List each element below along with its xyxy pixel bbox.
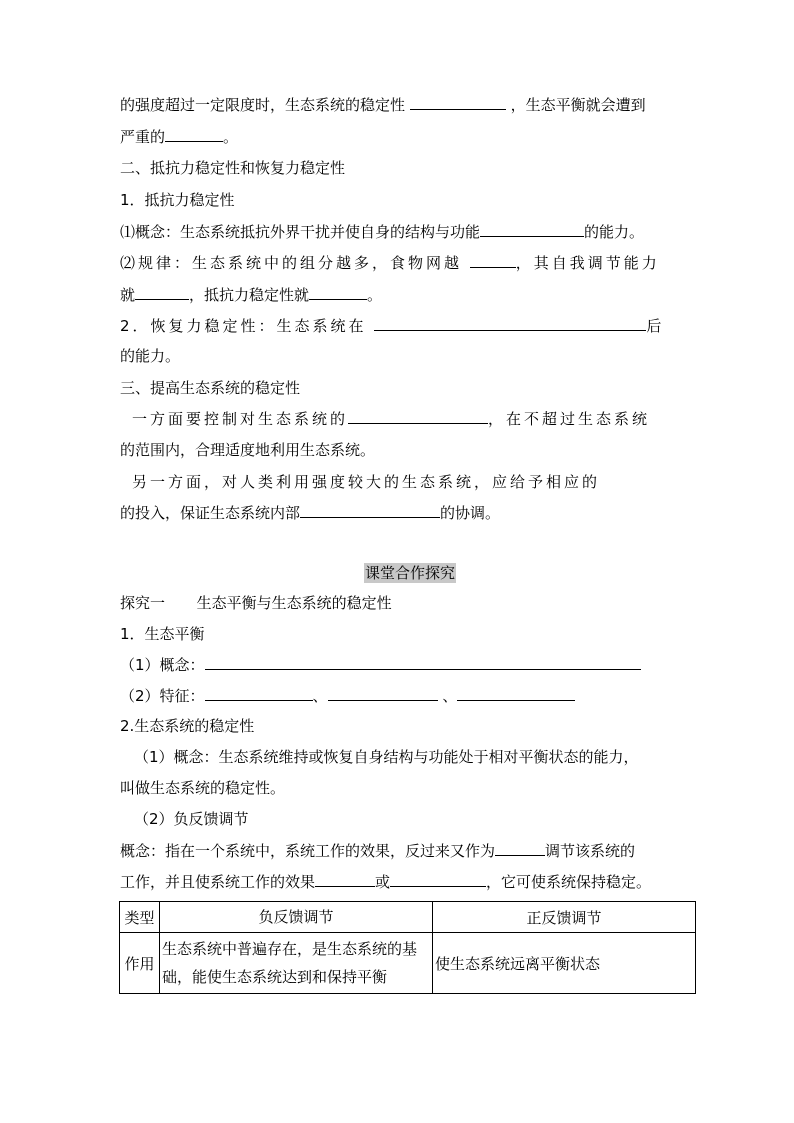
fill-blank xyxy=(480,221,584,237)
fill-blank xyxy=(470,252,516,268)
table-header-row xyxy=(120,902,696,933)
subsection-heading: 1．生态平衡 xyxy=(120,625,205,643)
fill-blank xyxy=(309,284,367,300)
text-line: （2）特征： 、 、 xyxy=(120,685,575,707)
fill-blank xyxy=(135,284,189,300)
fill-blank xyxy=(315,871,375,887)
text-line: 概念：指在一个系统中，系统工作的效果，反过来又作为 调节该系统的 xyxy=(120,842,636,860)
text-line: 叫做生态系统的稳定性。 xyxy=(120,779,286,797)
text-line: 的能力。 xyxy=(120,347,181,365)
text-line: ⑴概念：生态系统抵抗外界干扰并使自身的结构与功能 的能力。 xyxy=(120,223,645,241)
explore-heading: 探究一 生态平衡与生态系统的稳定性 xyxy=(120,594,392,612)
fill-blank xyxy=(495,840,545,856)
table-header-cell: 正反馈调节 xyxy=(433,902,696,933)
fill-blank xyxy=(328,685,438,701)
table-row xyxy=(120,933,696,994)
fill-blank xyxy=(390,871,486,887)
text-line: （1）概念：生态系统维持或恢复自身结构与功能处于相对平衡状态的能力， xyxy=(134,748,639,766)
text-line: 严重的 。 xyxy=(120,128,239,146)
fill-blank xyxy=(410,94,506,110)
text-line: 的范围内，合理适度地利用生态系统。 xyxy=(120,441,376,459)
fill-blank xyxy=(374,315,646,331)
table-cell-positive: 使生态系统远离平衡状态 xyxy=(433,933,696,994)
section-heading: 三、提高生态系统的稳定性 xyxy=(120,379,301,397)
section-title: 课堂合作探究 xyxy=(365,564,456,582)
fill-blank xyxy=(348,408,488,424)
text-line: 另一方面，对人类利用强度较大的生态系统，应给予相应的 xyxy=(132,473,601,491)
fill-blank xyxy=(300,502,440,518)
fill-blank xyxy=(205,654,641,670)
text-line: 工作，并且使系统工作的效果 或 ，它可使系统保持稳定。 xyxy=(120,873,652,891)
table-row-label: 作用 xyxy=(120,933,160,994)
text-line: （2）负反馈调节 xyxy=(134,810,249,828)
text-line: 的投入，保证生态系统内部 的协调。 xyxy=(120,504,501,522)
text-line: 就 ，抵抗力稳定性就 。 xyxy=(120,286,383,304)
subsection-heading: 2.生态系统的稳定性 xyxy=(120,717,255,735)
text-line: （1）概念： xyxy=(120,654,641,676)
text-line: 2．恢复力稳定性：生态系统在 后 xyxy=(120,317,665,335)
table-header-cell: 类型 xyxy=(120,902,160,933)
subsection-heading: 1．抵抗力稳定性 xyxy=(120,191,235,209)
fill-blank xyxy=(205,685,313,701)
fill-blank xyxy=(165,126,223,142)
feedback-comparison-table xyxy=(119,901,696,994)
text-line: 一方面要控制对生态系统的 ，在不超过生态系统 xyxy=(132,410,651,428)
table-cell-negative: 生态系统中普遍存在，是生态系统的基础，能使生态系统达到和保持平衡 xyxy=(160,933,433,994)
table-header-cell: 负反馈调节 xyxy=(160,902,433,933)
text-line: ⑵规律：生态系统中的组分越多，食物网越 ，其自我调节能力 xyxy=(120,254,660,272)
section-heading: 二、抵抗力稳定性和恢复力稳定性 xyxy=(120,159,346,177)
text-line: 的强度超过一定限度时，生态系统的稳定性 ，生态平衡就会遭到 xyxy=(120,96,646,114)
fill-blank xyxy=(457,685,575,701)
